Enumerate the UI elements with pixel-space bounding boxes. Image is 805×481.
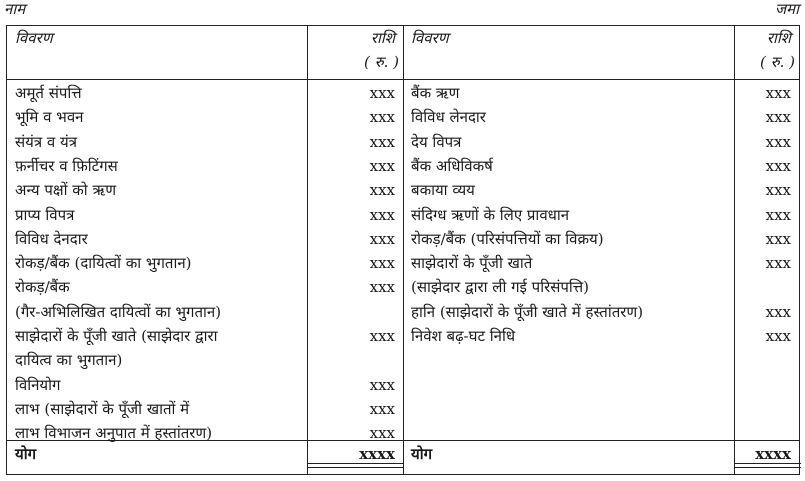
debit-row-text: (गैर-अभिलिखित दायित्वों का भुगतान) — [15, 302, 222, 321]
debit-row-text: लाभ (साझेदारों के पूँजी खातों में — [15, 399, 190, 418]
total-double-underline-credit-2 — [734, 467, 801, 468]
credit-row-text: रोकड़/बैंक (परिसंपत्तियों का विक्रय) — [411, 229, 604, 248]
debit-side-label: नाम — [4, 0, 26, 18]
debit-row-amount: xxx — [369, 181, 395, 200]
debit-header-amount: राशि — [370, 29, 395, 47]
debit-row-text: लाभ विभाजन अनुपात में हस्तांतरण) — [15, 424, 213, 443]
credit-row-text: बकाया व्यय — [411, 181, 475, 200]
credit-row-amount: xxx — [765, 327, 791, 345]
credit-row-text: संदिग्ध ऋणों के लिए प्रावधान — [411, 205, 570, 224]
credit-row-amount: xxx — [765, 302, 791, 321]
credit-row-amount: xxx — [765, 181, 791, 200]
debit-total-amount: xxxx — [359, 445, 395, 463]
credit-row-text: बैंक ऋण — [411, 84, 460, 102]
credit-row-text: हानि (साझेदारों के पूँजी खाते में हस्तांतरण) — [411, 302, 644, 321]
debit-row-amount: xxx — [369, 108, 395, 127]
debit-row-amount: xxx — [369, 156, 395, 175]
debit-row-text: विविध देनदार — [15, 229, 88, 248]
debit-row-text: अमूर्त संपत्ति — [15, 84, 82, 102]
column-divider — [403, 26, 404, 474]
debit-row-amount: xxx — [369, 399, 395, 418]
debit-row-text: विनियोग — [15, 375, 61, 394]
debit-row-amount: xxx — [369, 205, 395, 224]
debit-row-text: साझेदारों के पूँजी खाते (साझेदार द्वारा — [15, 327, 218, 345]
credit-row-text: विविध लेनदार — [411, 108, 486, 127]
debit-header-unit: ( रु. ) — [364, 53, 399, 71]
debit-row-amount: xxx — [369, 278, 395, 297]
debit-row-text: भूमि व भवन — [15, 108, 84, 127]
total-double-underline-debit-2 — [307, 467, 403, 468]
realisation-account-table — [6, 25, 800, 475]
credit-row-amount: xxx — [765, 132, 791, 151]
credit-row-text: निवेश बढ़-घट निधि — [411, 327, 516, 345]
debit-row-text: अन्य पक्षों को ऋण — [15, 181, 117, 200]
debit-row-text: रोकड़/बैंक — [15, 278, 70, 297]
credit-row-amount: xxx — [765, 254, 791, 273]
credit-row-amount: xxx — [765, 108, 791, 127]
credit-row-text: साझेदारों के पूँजी खाते — [411, 254, 533, 273]
credit-row-amount: xxx — [765, 205, 791, 224]
credit-total-amount: xxxx — [755, 445, 791, 463]
credit-row-text: (साझेदार द्वारा ली गई परिसंपत्ति) — [411, 278, 589, 297]
credit-row-amount: xxx — [765, 84, 791, 102]
debit-row-amount: xxx — [369, 229, 395, 248]
credit-header-unit: ( रु. ) — [760, 53, 795, 71]
debit-row-text: दायित्व का भुगतान) — [15, 351, 123, 370]
debit-row-amount: xxx — [369, 254, 395, 273]
debit-row-amount: xxx — [369, 327, 395, 345]
credit-side-label: जमा — [775, 0, 799, 18]
debit-total-label: योग — [15, 445, 37, 463]
credit-row-amount: xxx — [765, 156, 791, 175]
header-divider — [7, 79, 799, 80]
debit-row-amount: xxx — [369, 84, 395, 102]
debit-header-particulars: विवरण — [15, 29, 53, 47]
debit-row-text: फ़र्नीचर व फ़िटिंगस — [15, 156, 118, 175]
credit-header-particulars: विवरण — [411, 29, 449, 47]
debit-row-text: संयंत्र व यंत्र — [15, 132, 77, 151]
credit-header-amount: राशि — [766, 29, 791, 47]
debit-row-text: प्राप्य विपत्र — [15, 205, 75, 224]
debit-row-amount: xxx — [369, 424, 395, 443]
credit-row-text: बैंक अधिविकर्ष — [411, 156, 493, 175]
credit-total-label: योग — [411, 445, 433, 463]
debit-row-amount: xxx — [369, 375, 395, 394]
credit-row-text: देय विपत्र — [411, 132, 462, 151]
debit-row-text: रोकड़/बैंक (दायित्वों का भुगतान) — [15, 254, 192, 273]
credit-row-amount: xxx — [765, 229, 791, 248]
debit-row-amount: xxx — [369, 132, 395, 151]
